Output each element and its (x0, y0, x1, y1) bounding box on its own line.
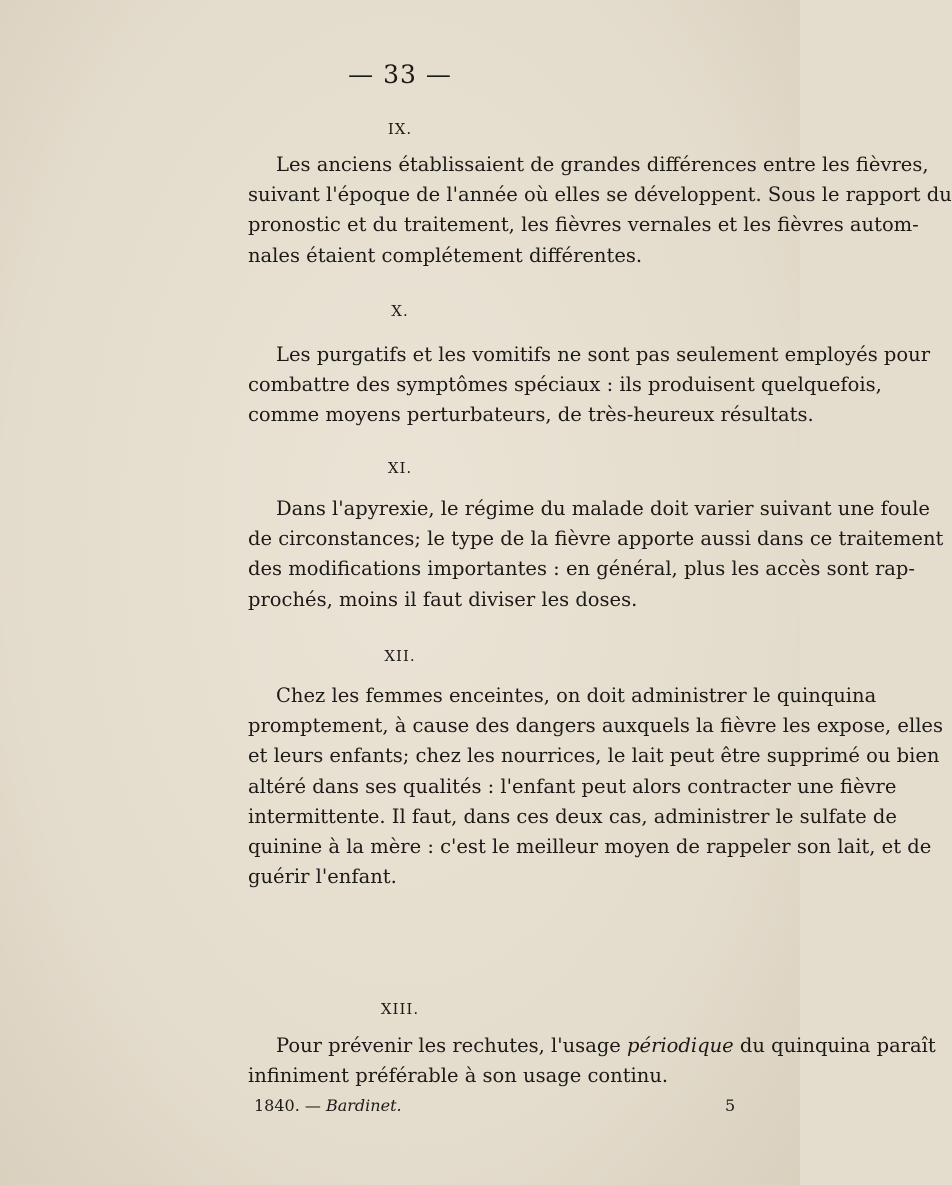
paragraph-line: infiniment préférable à son usage continu. (248, 1064, 669, 1088)
page-number: — 33 — (348, 60, 452, 89)
emphasis-text: périodique (627, 1034, 734, 1057)
paragraph-line: Les purgatifs et les vomitifs ne sont pas seulement employés pour (276, 343, 931, 366)
paragraph-line: intermittente. Il faut, dans ces deux cas, administrer le sulfate de (248, 804, 897, 828)
paragraph-x (248, 340, 931, 431)
section-number-ix: IX. (387, 120, 413, 138)
paragraph-line: altéré dans ses qualités : l'enfant peut alors contracter une fièvre (248, 774, 897, 798)
printer-signature (254, 1096, 402, 1115)
section-number-x: X. (391, 302, 409, 320)
paragraph-line: prochés, moins il faut diviser les doses. (248, 587, 638, 611)
paragraph-line: combattre des symptômes spéciaux : ils produisent quelquefois, (248, 373, 882, 397)
paragraph-line: nales étaient complétement différentes. (248, 243, 643, 267)
paragraph-line: de circonstances; le type de la fièvre apporte aussi dans ce traitement (248, 527, 944, 551)
text-run: du quinquina paraît (739, 1034, 936, 1057)
paragraph-line: suivant l'époque de l'année où elles se développent. Sous le rapport du (248, 183, 952, 207)
paragraph-line: Dans l'apyrexie, le régime du malade doit varier suivant une foule (276, 497, 930, 520)
paragraph-line: des modifications importantes : en général, plus les accès sont rap- (248, 557, 915, 581)
paragraph-line: Les anciens établissaient de grandes différences entre les fièvres, (276, 153, 929, 176)
paragraph-line: et leurs enfants; chez les nourrices, le lait peut être supprimé ou bien (248, 744, 940, 768)
footer-signature: Bardinet. (325, 1096, 402, 1115)
paragraph-line: Chez les femmes enceintes, on doit administrer le quinquina (276, 684, 877, 707)
paragraph-line (248, 1031, 936, 1061)
sheet-number: 5 (725, 1096, 736, 1115)
paragraph-xii (248, 681, 943, 892)
text-run: Pour prévenir les rechutes, l'usage (276, 1034, 621, 1057)
paragraph-line: guérir l'enfant. (248, 865, 397, 889)
section-number-xiii: XIII. (380, 1000, 420, 1018)
paragraph-line: comme moyens perturbateurs, de très-heureux résultats. (248, 403, 814, 427)
paragraph-line: pronostic et du traitement, les fièvres vernales et les fièvres autom- (248, 213, 919, 237)
paragraph-xi (248, 494, 944, 615)
section-number-xi: XI. (387, 459, 413, 477)
paragraph-line: promptement, à cause des dangers auxquels la fièvre les expose, elles (248, 714, 943, 738)
section-number-xii: XII. (384, 647, 416, 665)
paragraph-ix (248, 150, 952, 271)
paragraph-xiii (248, 1031, 936, 1091)
paragraph-line: quinine à la mère : c'est le meilleur moyen de rappeler son lait, et de (248, 835, 932, 859)
footer-year: 1840. — (254, 1096, 321, 1115)
